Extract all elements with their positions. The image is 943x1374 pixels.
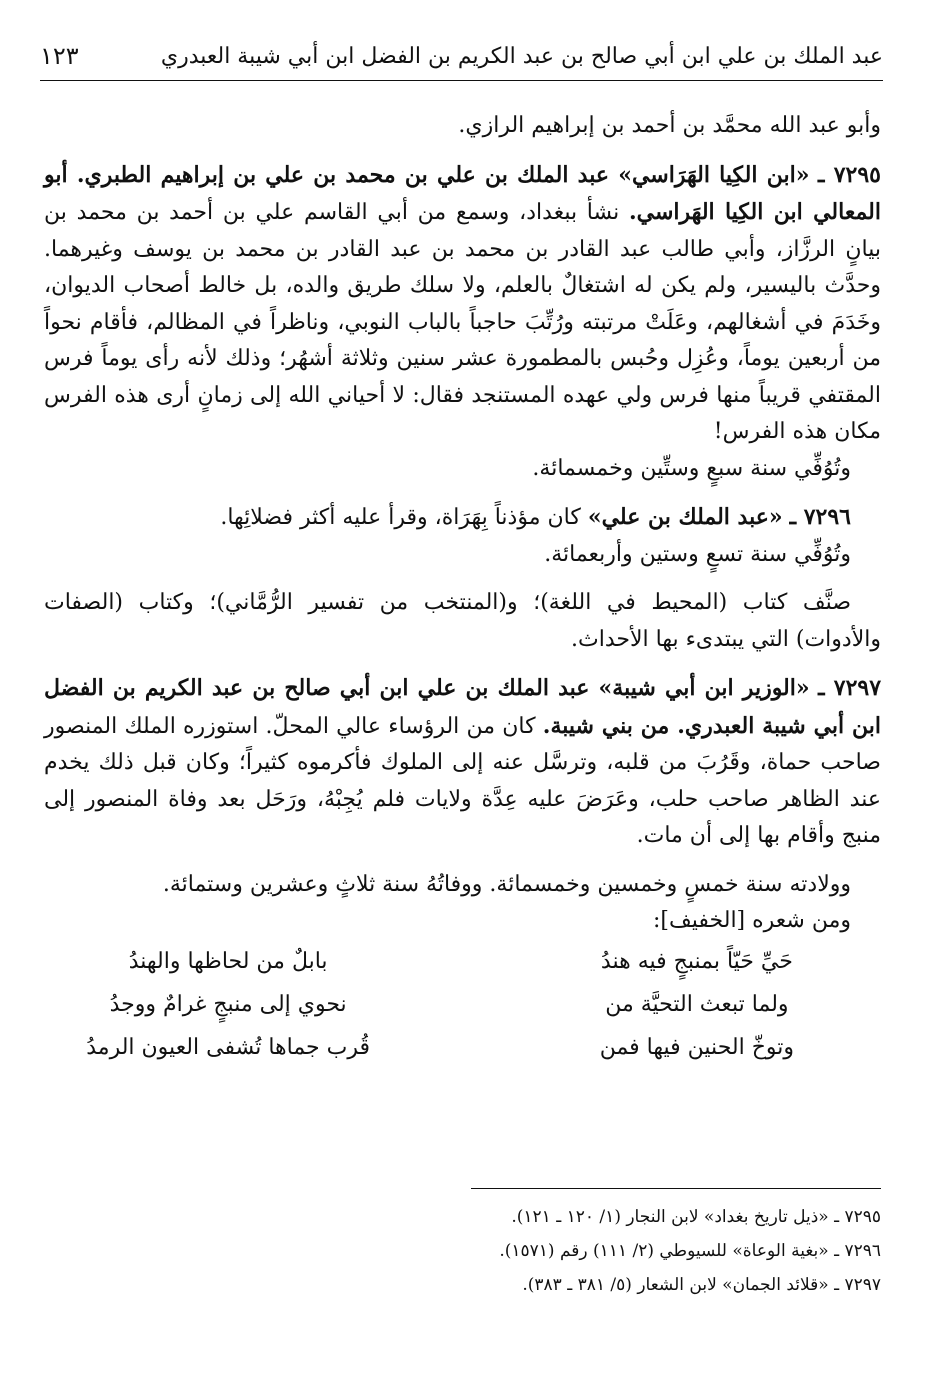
running-title: عبد الملك بن علي ابن أبي صالح بن عبد الكريم بن الفضل ابن أبي شيبة العبدري [160, 43, 883, 69]
page-body [44, 108, 881, 1069]
entry-heading: «ابن الكِيا الهَرَاسي» عبد الملك بن علي بن محمد بن علي بن إبراهيم الطبري. أبو المعالي ابن الكِيا الهَراسي. [44, 161, 881, 225]
footnote: ٧٢٩٥ ـ «ذيل تاريخ بغداد» لابن النجار (١/ ١٢٠ ـ ١٢١). [511, 1207, 881, 1227]
entry-text: كان من الرؤساء عالي المحلّ. استوزره الملك المنصور صاحب حماة، وقَرُبَ من قلبه، وترسَّل عنه إلى الملوك فأكرموه كثيراً؛ وكان قبل ذلك يخدم عند الظاهر صاحب حلب، وعَرَضَ عليه عِدَّة ولايات فلم يُجِبْهُ، ورَحَل بعد وفاة المنصور إلى منبج وأقام بها إلى أن مات. [44, 713, 881, 848]
entry-text: كان مؤذناً بِهَرَاة، وقرأ عليه أكثر فضلائِها. [220, 505, 581, 530]
poetry-intro: ومن شعره [الخفيف]: [653, 908, 851, 933]
verse-first-hemistich: ولما تبعث التحيَّة من [605, 991, 789, 1017]
poem-verse [44, 1026, 881, 1069]
running-head [40, 38, 883, 74]
verse-first-hemistich: وتوخّ الحنين فيها فمن [599, 1034, 795, 1060]
poem-verse [44, 940, 881, 983]
verse-second-hemistich: نحوي إلى منبجٍ غرامٌ ووجدُ [109, 991, 347, 1017]
header-rule [40, 80, 883, 81]
verse-second-hemistich: بابلٌ من لحاظها والهندُ [128, 948, 328, 974]
entry-7295 [44, 157, 881, 451]
entry-7296 [44, 499, 881, 537]
page-number: ١٢٣ [40, 42, 79, 70]
entry-7297-dates: وولادته سنة خمسٍ وخمسين وخمسمائة. ووفاتُهُ سنة ثلاثٍ وعشرين وستمائة. [162, 871, 851, 897]
entry-number: ٧٢٩٦ ـ [789, 504, 851, 530]
footnote: ٧٢٩٦ ـ «بغية الوعاة» للسيوطي (٢/ ١١١) رقم (١٥٧١). [499, 1241, 881, 1261]
verse-second-hemistich: قُرب جماها تُشفى العيون الرمدُ [86, 1034, 371, 1060]
footnote: ٧٢٩٧ ـ «قلائد الجمان» لابن الشعار (٥/ ٣٨١ ـ ٣٨٣). [522, 1275, 881, 1295]
paragraph-continuation: وأبو عبد الله محمَّد بن أحمد بن إبراهيم الرازي. [458, 113, 881, 138]
entry-text: نشأ ببغداد، وسمع من أبي القاسم علي بن أحمد بن محمد بن بيانٍ الرزَّاز، وأبي طالب عبد القادر بن محمد بن عبد القادر بن محمد بن يوسف وغيرهما. وحدَّث باليسير، ولم يكن له اشتغالٌ بالعلم، ولا سلك طريق والده، بل خالط أصحاب الديوان، وخَدَمَ في أشغالهم، وعَلَتْ مرتبته ورُتِّبَ حاجباً بالباب النوبي، وناظراً في المظالم، فأقام نحواً من أربعين يوماً، وعُزِل وحُبس بالمطمورة عشر سنين وثلاثة أشهُر؛ وذلك لأنه رأى يوماً فرس المقتفي قريباً منها فرس ولي عهده المستنجد فقال: لا أحياني الله إلى زمانٍ أرى هذه الفرس مكان هذه الفرس! [44, 200, 881, 444]
footnotes [200, 1200, 881, 1302]
entry-7295-death: وتُوُفِّي سنة سبعٍ وستِّين وخمسمائة. [532, 455, 851, 481]
entry-7297 [44, 670, 881, 855]
entry-number: ٧٢٩٥ ـ [818, 161, 881, 188]
entry-number: ٧٢٩٧ ـ [818, 675, 882, 701]
verse-first-hemistich: حَيِّ حَيّاً بمنبجٍ فيه هندُ [600, 948, 793, 974]
entry-7296-death: وتُوُفِّي سنة تسعٍ وستين وأربعمائة. [544, 541, 851, 567]
poem-verse [44, 983, 881, 1026]
entry-heading: «عبد الملك بن علي» [587, 504, 783, 530]
footnote-rule [471, 1188, 881, 1189]
poem [44, 940, 881, 1069]
entry-7296-works: صنَّف كتاب (المحيط في اللغة)؛ و(المنتخب من تفسير الرُّمَّاني)؛ وكتاب (الصفات والأدوات) التي يبتدىء بها الأحداث. [44, 590, 881, 652]
entry-heading: «الوزير ابن أبي شيبة» عبد الملك بن علي ابن أبي صالح بن عبد الكريم بن الفضل ابن أبي شيبة العبدري. من بني شيبة. [44, 675, 881, 739]
